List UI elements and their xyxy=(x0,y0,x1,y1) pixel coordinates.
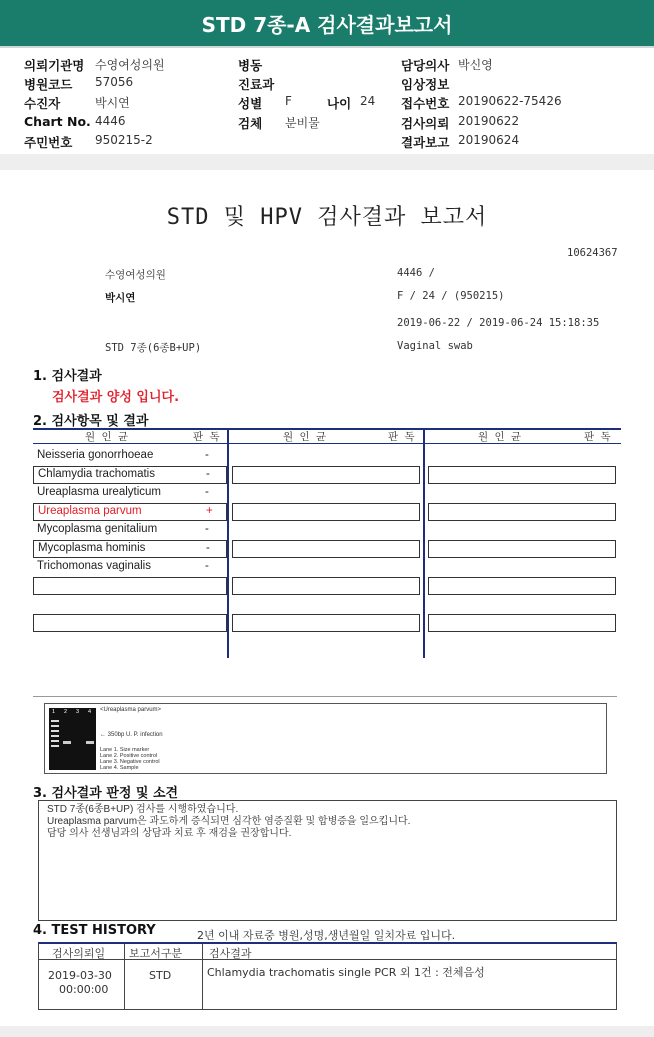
table-divider xyxy=(124,944,125,1010)
chart-value: 4446 xyxy=(95,114,126,128)
section-1-title: 1. 검사결과 xyxy=(33,369,102,384)
opinion-line: STD 7종(6종B+UP) 검사를 시행하였습니다. xyxy=(47,804,239,815)
result-grid xyxy=(33,428,621,658)
empty-cell xyxy=(428,466,616,484)
empty-cell xyxy=(428,540,616,558)
specimen-type: Vaginal swab xyxy=(397,340,473,352)
request-label: 검사의뢰 xyxy=(401,116,450,131)
gel-electrophoresis-image xyxy=(44,703,607,774)
result-row-positive xyxy=(33,503,227,521)
sex-age: F / 24 / (950215) xyxy=(397,290,505,302)
gel-picture xyxy=(49,708,96,770)
section-4-title: 4. TEST HISTORY xyxy=(33,923,156,938)
organism-result: - xyxy=(205,560,209,572)
lane-label: 1 xyxy=(52,709,56,715)
chart-label: Chart No. xyxy=(24,114,91,129)
organism-result: + xyxy=(206,505,213,517)
gel-legend: Lane 4. Sample xyxy=(100,765,139,771)
sample-band xyxy=(86,741,94,744)
id-value: 950215-2 xyxy=(95,133,153,147)
col-result-3: 판 독 xyxy=(584,431,611,443)
col-history-result: 검사결과 xyxy=(209,947,252,960)
patient-info-panel xyxy=(0,50,654,154)
empty-cell xyxy=(33,614,227,632)
empty-cell xyxy=(232,503,420,521)
organism-name: Mycoplasma genitalium xyxy=(37,523,158,535)
empty-cell xyxy=(232,466,420,484)
lane-label: 4 xyxy=(88,709,92,715)
doctor-value: 박신영 xyxy=(458,58,493,72)
document-heading: STD 및 HPV 검사결과 보고서 xyxy=(166,205,488,230)
empty-cell xyxy=(232,614,420,632)
clinical-label: 임상정보 xyxy=(401,77,450,92)
section-2-title: 2. 검사항목 및 결과 xyxy=(33,414,149,429)
test-name: STD 7종(6종B+UP) xyxy=(105,342,202,354)
empty-cell xyxy=(428,577,616,595)
organism-name: Ureaplasma urealyticum xyxy=(37,486,161,498)
result-row xyxy=(33,448,227,466)
grid-divider xyxy=(423,428,425,658)
specimen-label: 검체 xyxy=(238,116,263,131)
ladder-band xyxy=(51,720,59,750)
history-table xyxy=(38,942,617,1010)
receipt-value: 20190622-75426 xyxy=(458,94,562,108)
organism-name: Mycoplasma hominis xyxy=(38,542,146,554)
history-date: 2019-03-30 xyxy=(48,969,112,982)
page-footer-gap xyxy=(0,1026,654,1037)
lane-label: 3 xyxy=(76,709,80,715)
empty-cell xyxy=(232,577,420,595)
opinion-box xyxy=(38,800,617,921)
section-divider xyxy=(33,696,617,697)
organism-name: Neisseria gonorrhoeae xyxy=(37,449,154,461)
patient-name: 박시연 xyxy=(105,292,136,304)
gel-title: <Ureaplasma parvum> xyxy=(100,707,162,713)
hospital-code-value: 57056 xyxy=(95,75,134,89)
ward-label: 병동 xyxy=(238,58,263,73)
request-value: 20190622 xyxy=(458,114,520,128)
empty-cell xyxy=(428,614,616,632)
lane-label: 2 xyxy=(64,709,68,715)
positive-band xyxy=(63,741,71,744)
report-document xyxy=(0,170,654,1026)
receipt-label: 접수번호 xyxy=(401,96,450,111)
col-report-type: 보고서구분 xyxy=(129,947,183,960)
history-time: 00:00:00 xyxy=(59,983,109,996)
organism-name: Chlamydia trachomatis xyxy=(38,468,155,480)
document-number: 10624367 xyxy=(567,247,618,259)
test-dates: 2019-06-22 / 2019-06-24 15:18:35 xyxy=(397,317,600,329)
report-date-value: 20190624 xyxy=(458,133,520,147)
result-row xyxy=(33,559,227,577)
hospital-code-label: 병원코드 xyxy=(24,77,73,92)
organism-result: - xyxy=(206,468,210,480)
col-organism-2: 원 인 균 xyxy=(283,431,327,443)
patient-value: 박시연 xyxy=(95,96,130,110)
gel-legend: Lane 2. Positive control xyxy=(100,753,158,759)
gel-legend: Lane 3. Negative control xyxy=(100,759,160,765)
organism-name: Ureaplasma parvum xyxy=(38,505,142,517)
empty-cell xyxy=(232,540,420,558)
empty-cell xyxy=(33,577,227,595)
col-result-1: 판 독 xyxy=(193,431,220,443)
clinic-name: 수영여성의원 xyxy=(105,269,166,281)
result-row xyxy=(33,540,227,558)
result-row xyxy=(33,466,227,484)
doctor-label: 담당의사 xyxy=(401,58,450,73)
sex-value: F xyxy=(285,94,292,108)
opinion-line: Ureaplasma parvum은 과도하게 증식되면 심각한 염증질환 및 합병증을 일으킵니다. xyxy=(47,816,411,827)
gel-band-label: ← 350bp U. P. infection xyxy=(100,732,163,738)
organism-result: - xyxy=(206,542,210,554)
col-organism-1: 원 인 균 xyxy=(85,431,129,443)
organism-result: - xyxy=(205,449,209,461)
history-result: Chlamydia trachomatis single PCR 외 1건 : 전체음성 xyxy=(207,966,485,979)
id-label: 주민번호 xyxy=(24,135,73,150)
table-divider xyxy=(202,944,203,1010)
section-divider xyxy=(0,154,654,170)
organism-name: Trichomonas vaginalis xyxy=(37,560,151,572)
chart-number: 4446 / xyxy=(397,267,435,279)
institution-label: 의뢰기관명 xyxy=(24,58,85,73)
col-request-date: 검사의뢰일 xyxy=(52,947,106,960)
gel-legend: Lane 1. Size marker xyxy=(100,747,150,753)
history-note: 2년 이내 자료중 병원,성명,생년월일 일치자료 입니다. xyxy=(197,929,456,942)
history-type: STD xyxy=(149,969,172,982)
col-result-2: 판 독 xyxy=(388,431,415,443)
specimen-value: 분비물 xyxy=(285,116,320,130)
grid-divider xyxy=(227,428,229,658)
positive-result-text: 검사결과 양성 입니다. xyxy=(52,390,180,405)
col-organism-3: 원 인 균 xyxy=(478,431,522,443)
section-3-title: 3. 검사결과 판정 및 소견 xyxy=(33,786,179,801)
history-header xyxy=(39,944,616,960)
report-date-label: 결과보고 xyxy=(401,135,450,150)
empty-cell xyxy=(428,503,616,521)
result-row xyxy=(33,485,227,503)
opinion-line: 담당 의사 선생님과의 상담과 치료 후 재검을 권장합니다. xyxy=(47,828,292,839)
institution-value: 수영여성의원 xyxy=(95,58,165,72)
report-title: STD 7종-A 검사결과보고서 xyxy=(0,0,654,48)
age-value: 24 xyxy=(360,94,376,108)
organism-result: - xyxy=(205,486,209,498)
sex-label: 성별 xyxy=(238,96,263,111)
age-label: 나이 xyxy=(327,96,352,111)
result-row xyxy=(33,522,227,540)
dept-label: 진료과 xyxy=(238,77,275,92)
organism-result: - xyxy=(205,523,209,535)
patient-label: 수진자 xyxy=(24,96,61,111)
